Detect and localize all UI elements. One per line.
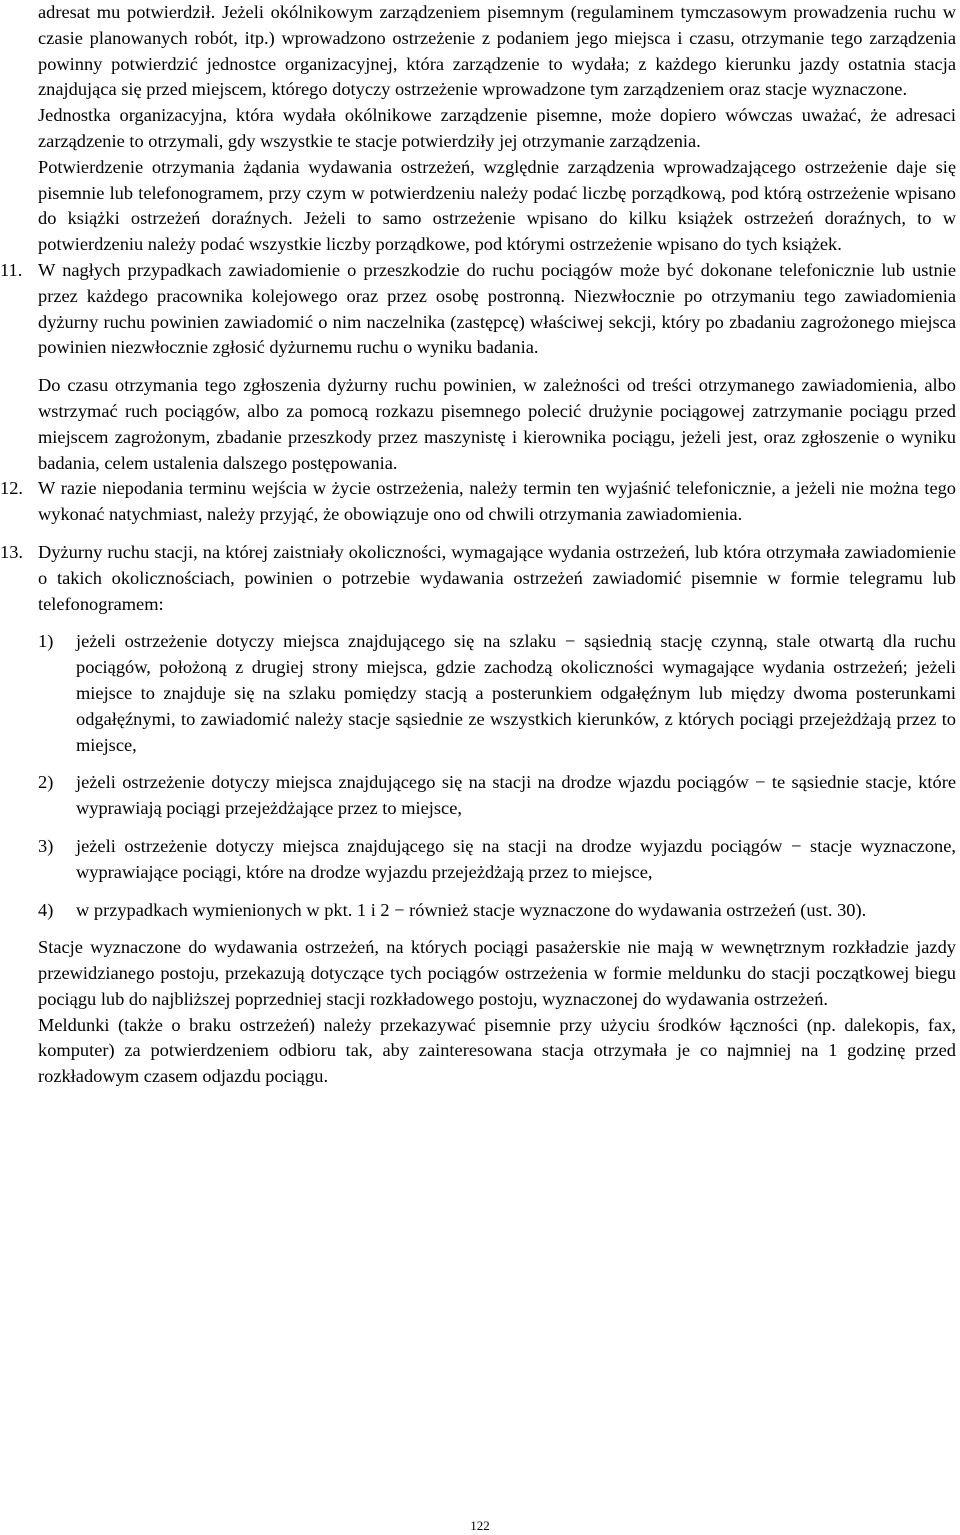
section-text: Dyżurny ruchu stacji, na której zaistniały okoliczności, wymagające wydania ostrzeżeń, lub która otrzymała zawiadomienie o takich okolicznościach, powinien o potrzebie wydawania ostrzeżeń zawiadomić pisemnie w formie telegramu lub telefonogramem: [38,541,956,614]
list-item [38,834,956,886]
paragraph-confirmation: Potwierdzenie otrzymania żądania wydawania ostrzeżeń, względnie zarządzenia wprowadzającego ostrzeżenie daje się pisemnie lub telefonogramem, przy czym w potwierdzeniu należy podać liczbę porządkową, pod którą ostrzeżenie wpisano do książki ostrzeżeń doraźnych. Jeżeli to samo ostrzeżenie wpisano do kilku książek ostrzeżeń doraźnych, to w potwierdzeniu należy podać wszystkie liczby porządkowe, pod którymi ostrzeżenie wpisano do tych książek. [38,156,956,255]
paragraph-designated-stations: Stacje wyznaczone do wydawania ostrzeżeń, na których pociągi pasażerskie nie mają w wewnętrznym rozkładzie jazdy przewidzianego postoju, przekazują dotyczące tych pociągów ostrzeżenia w formie meldunku do stacji początkowej biegu pociągu lub do najbliższej poprzedniej stacji rozkładowego postoju, wyznaczonej do wydawania ostrzeżeń. [38,937,956,1009]
section-11 [0,258,956,361]
list-item [38,770,956,822]
list-item-number: 4) [38,899,54,920]
list-item-number: 2) [38,772,54,793]
list-item-number: 3) [38,835,54,856]
list-item-text: jeżeli ostrzeżenie dotyczy miejsca znajdującego się na szlaku − sąsiednią stację czynną, stale otwartą dla ruchu pociągów, położoną z drugiej strony miejsca, gdzie zachodzą okoliczności wymagające wydania ostrzeżeń; jeżeli miejsce to znajduje się na szlaku pomiędzy stacją a posterunkiem odgałęźnym lub między dwoma posterunkami odgałęźnymi, to zawiadomić należy stacje sąsiednie ze wszystkich kierunków, z których pociągi przejeżdżają przez to miejsce, [76,631,956,755]
section-13 [0,540,956,617]
page-number: 122 [470,1518,490,1533]
paragraph-reports: Meldunki (także o braku ostrzeżeń) należy przekazywać pisemnie przy użyciu środków łączności (np. dalekopis, fax, komputer) za potwierdzeniem odbioru tak, aby zainteresowana stacja otrzymała je co najmniej na 1 godzinę przed rozkładowym czasem odjazdu pociągu. [38,1014,956,1087]
section-11-continuation: Do czasu otrzymania tego zgłoszenia dyżurny ruchu powinien, w zależności od treści otrzymanego zawiadomienia, albo wstrzymać ruch pociągów, albo za pomocą rozkazu pisemnego polecić drużynie pociągowej zatrzymanie pociągu przed miejscem zagrożonym, zbadanie przeszkody przez maszynistę i kierownika pociągu, jeżeli jest, oraz zgłoszenie o wyniku badania, celem ustalenia dalszego postępowania. [38,375,956,473]
list-item [38,629,956,758]
section-12 [0,476,956,528]
section-number: 12. [0,478,23,499]
list-item-text: jeżeli ostrzeżenie dotyczy miejsca znajdującego się na stacji na drodze wyjazdu pociągów − stacje wyznaczone, wyprawiające pociągi, które na drodze wyjazdu przejeżdżają przez to miejsce, [76,835,956,882]
list-item-number: 1) [38,631,54,652]
list-item-text: jeżeli ostrzeżenie dotyczy miejsca znajdującego się na stacji na drodze wjazdu pociągów − te sąsiednie stacje, które wyprawiają pociągi przejeżdżające przez to miejsce, [76,772,956,819]
section-text: W nagłych przypadkach zawiadomienie o przeszkodzie do ruchu pociągów może być dokonane telefonicznie lub ustnie przez każdego pracownika kolejowego oraz przez osobę postronną. Niezwłocznie po otrzymaniu tego zawiadomienia dyżurny ruchu powinien zawiadomić o nim naczelnika (zastępcę) właściwej sekcji, który po zbadaniu zagrożonego miejsca powinien niezwłocznie zgłosić dyżurnemu ruchu o wyniku badania. [38,259,956,358]
section-number: 11. [0,259,23,280]
list-item-text: w przypadkach wymienionych w pkt. 1 i 2 − również stacje wyznaczone do wydawania ostrzeżeń (ust. 30). [76,899,867,920]
list-item [38,898,956,924]
paragraph-continuation: adresat mu potwierdził. Jeżeli okólnikowym zarządzeniem pisemnym (regulaminem tymczasowym prowadzenia ruchu w czasie planowanych robót, itp.) wprowadzono ostrzeżenie z podaniem jego miejsca i czasu, otrzymanie tego zarządzenia powinny potwierdzić jednostce organizacyjnej, która zarządzenie to wydała; z każdego kierunku jazdy ostatnia stacja znajdująca się przed miejscem, którego dotyczy ostrzeżenie wprowadzone tym zarządzeniem oraz stacje wyznaczone. [38,2,956,100]
section-text: W razie niepodania terminu wejścia w życie ostrzeżenia, należy termin ten wyjaśnić telefonicznie, a jeżeli nie można tego wykonać natychmiast, należy przyjąć, że obowiązuje ono od chwili otrzymania zawiadomienia. [38,478,956,525]
paragraph-organizational-unit: Jednostka organizacyjna, która wydała okólnikowe zarządzenie pisemne, może dopiero wówczas uważać, że adresaci zarządzenie to otrzymali, gdy wszystkie te stacje potwierdziły jej otrzymanie zarządzenia. [38,105,956,151]
section-number: 13. [0,541,23,562]
